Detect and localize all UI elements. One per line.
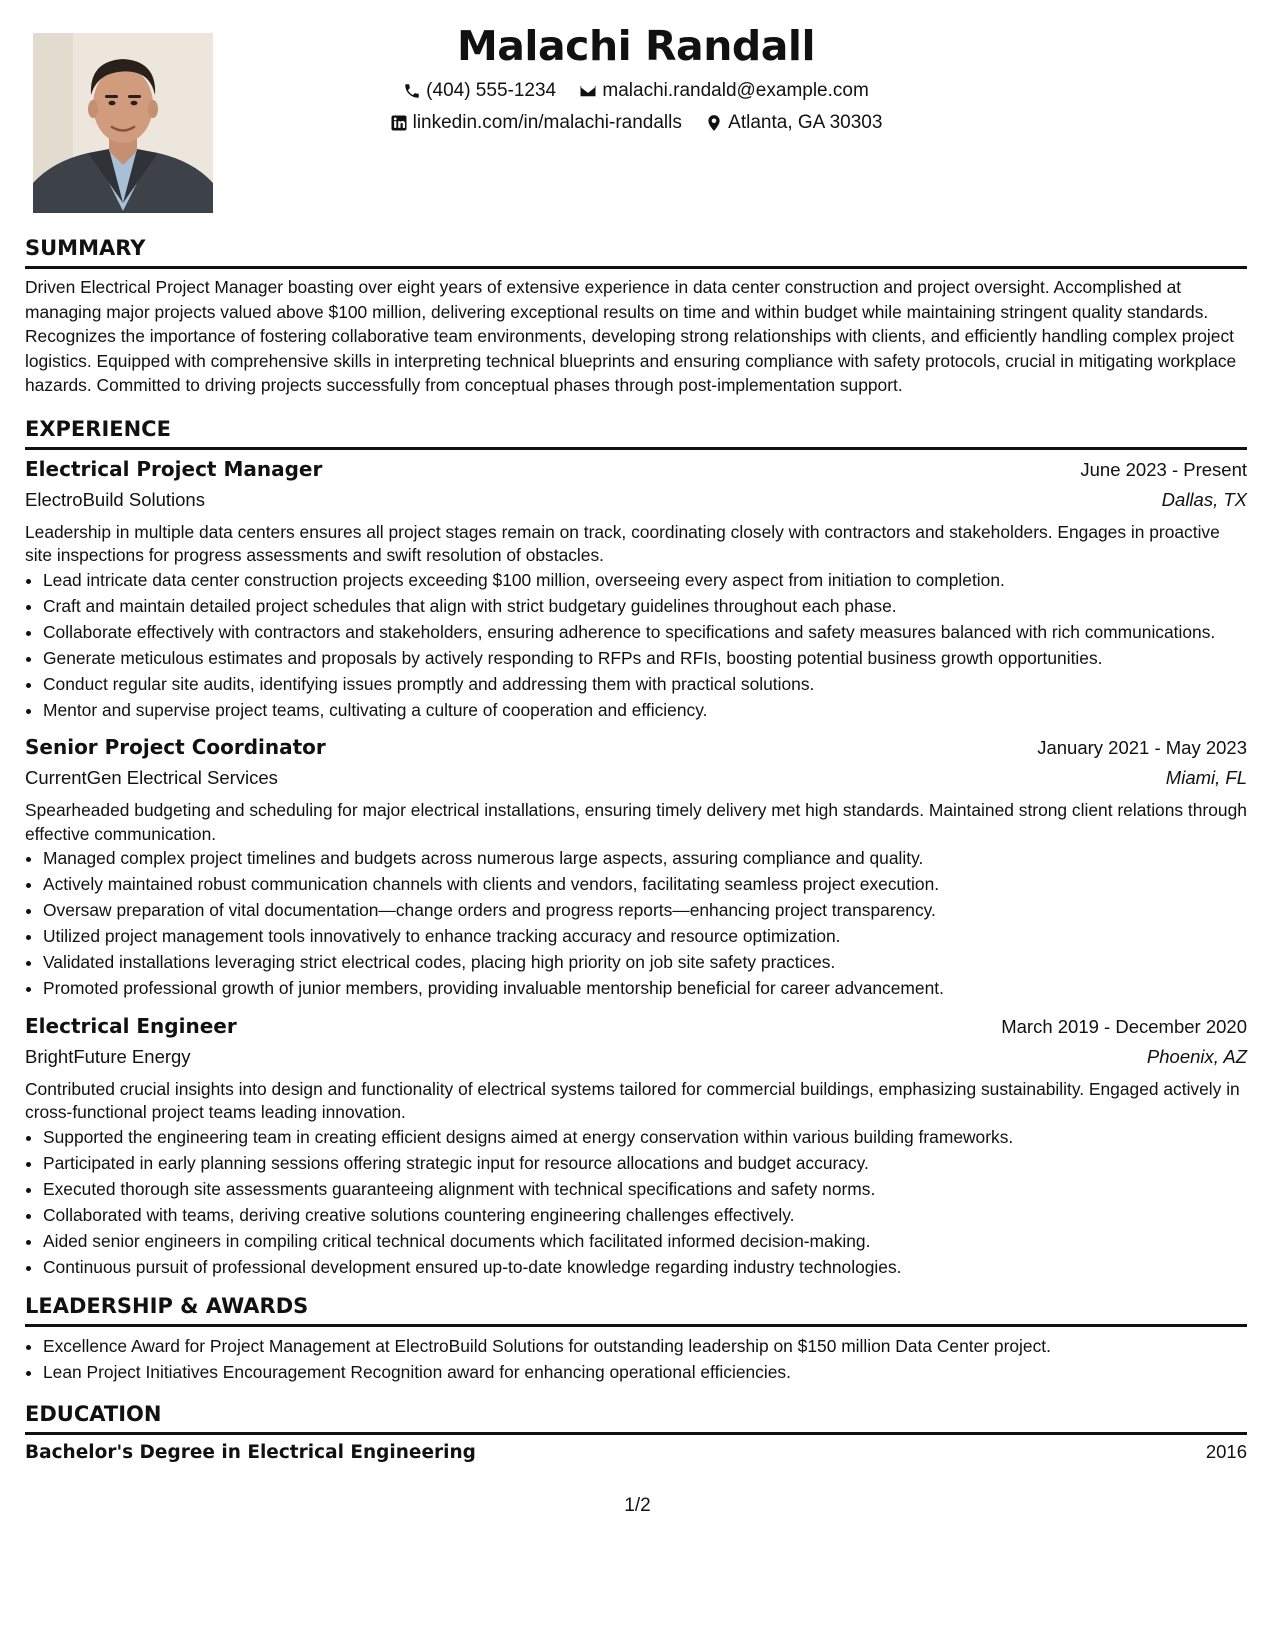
contact-row-primary xyxy=(25,79,1247,107)
list-item: • Collaborate effectively with contractors and stakeholders, ensuring adherence to specifications and safety measures balanced with rich communications. xyxy=(43,621,1247,645)
summary-section xyxy=(25,235,1247,398)
job-dates: June 2023 - Present xyxy=(1080,458,1247,480)
experience-section xyxy=(25,416,1247,1280)
section-title-experience: EXPERIENCE xyxy=(25,416,1247,450)
job-description: Spearheaded budgeting and scheduling for major electrical installations, ensuring timely delivery met high standards. Maintained strong client relations through effective communication. xyxy=(25,800,1247,844)
page-number: 1/2 xyxy=(624,1495,651,1516)
job-dates: March 2019 - December 2020 xyxy=(1001,1015,1247,1037)
email-text: malachi.randald@example.com xyxy=(602,80,869,101)
job-bullets xyxy=(25,1126,1247,1280)
job-description: Leadership in multiple data centers ensures all project stages remain on track, coordinating closely with contractors and stakeholders. Engages in proactive site inspections for progress assessments and swift resolution of obstacles. xyxy=(25,521,1220,565)
education-year: 2016 xyxy=(1205,1440,1247,1462)
phone-text: (404) 555-1234 xyxy=(426,80,557,101)
job-title: Electrical Project Manager xyxy=(25,456,323,481)
section-title-awards: LEADERSHIP & AWARDS xyxy=(25,1293,1247,1327)
job-bullets xyxy=(25,569,1247,723)
resume-page xyxy=(25,0,1247,1463)
list-item: • Validated installations leveraging strict electrical codes, placing high priority on job site safety practices. xyxy=(43,951,1247,975)
list-item: • Lean Project Initiatives Encouragement Recognition award for enhancing operational efficiencies. xyxy=(43,1361,1247,1385)
job-location: Phoenix, AZ xyxy=(1146,1045,1247,1067)
envelope-icon xyxy=(579,82,597,100)
job-title: Senior Project Coordinator xyxy=(25,735,326,759)
job-bullets xyxy=(25,847,1247,1001)
job-entry xyxy=(25,1011,1247,1280)
list-item: • Executed thorough site assessments guaranteeing alignment with technical specifications and safety norms. xyxy=(43,1178,1247,1202)
list-item: • Participated in early planning sessions offering strategic input for resource allocations and budget accuracy. xyxy=(43,1152,1247,1176)
phone-icon xyxy=(403,82,421,100)
contact-location xyxy=(705,111,882,135)
awards-list xyxy=(25,1335,1247,1385)
list-item: • Conduct regular site audits, identifying issues promptly and addressing them with practical solutions. xyxy=(43,673,1247,697)
contact-email[interactable] xyxy=(579,79,868,103)
job-dates: January 2021 - May 2023 xyxy=(1037,737,1247,758)
list-item: • Excellence Award for Project Management at ElectroBuild Solutions for outstanding leadership on $150 million Data Center project. xyxy=(43,1335,1247,1359)
job-title: Electrical Engineer xyxy=(25,1013,237,1038)
section-title-education: EDUCATION xyxy=(25,1401,1247,1435)
list-item: • Mentor and supervise project teams, cultivating a culture of cooperation and efficiency. xyxy=(43,699,1247,723)
list-item: • Collaborated with teams, deriving creative solutions countering engineering challenges effectively. xyxy=(43,1204,1247,1228)
section-title-summary: SUMMARY xyxy=(25,235,1247,269)
list-item: • Oversaw preparation of vital documentation—change orders and progress reports—enhancing project transparency. xyxy=(43,899,1247,923)
list-item: • Managed complex project timelines and budgets across numerous large aspects, assuring compliance and quality. xyxy=(43,847,1247,871)
list-item: • Actively maintained robust communication channels with clients and vendors, facilitating seamless project execution. xyxy=(43,873,1247,897)
contact-linkedin[interactable] xyxy=(390,111,682,135)
linkedin-text: linkedin.com/in/malachi-randalls xyxy=(412,112,682,133)
job-entry xyxy=(25,732,1247,1001)
list-item: • Utilized project management tools innovatively to enhance tracking accuracy and resource optimization. xyxy=(43,925,1247,949)
education-section xyxy=(25,1401,1247,1463)
job-entry xyxy=(25,454,1247,723)
job-company: BrightFuture Energy xyxy=(25,1045,191,1067)
job-location: Miami, FL xyxy=(1165,767,1247,788)
summary-text: Driven Electrical Project Manager boasting over eight years of extensive experience in data center construction and project oversight. Accomplished at managing major projects valued above $100 million, delivering exceptional results on time and within budget while maintaining stringent quality standards. Recognizes the importance of fostering collaborative team environments, developing strong relationships with clients, and efficiently handling complex project logistics. Equipped with comprehensive skills in interpreting technical blueprints and ensuring compliance with safety protocols, crucial in mitigating workplace hazards. Committed to driving projects successfully from conceptual phases through post-implementation support. xyxy=(25,277,1237,395)
job-description: Contributed crucial insights into design and functionality of electrical systems tailored for commercial buildings, emphasizing sustainability. Engaged actively in cross-functional project teams leading innovation. xyxy=(25,1078,1240,1122)
location-text: Atlanta, GA 30303 xyxy=(728,112,883,133)
list-item: • Generate meticulous estimates and proposals by actively responding to RFPs and RFIs, boosting potential business growth opportunities. xyxy=(43,647,1247,671)
list-item: • Lead intricate data center construction projects exceeding $100 million, overseeing every aspect from initiation to completion. xyxy=(43,569,1247,593)
contact-row-secondary xyxy=(25,111,1247,139)
resume-header xyxy=(25,0,1247,235)
linkedin-icon xyxy=(390,114,408,132)
awards-section xyxy=(25,1293,1247,1385)
contact-phone[interactable] xyxy=(403,79,556,103)
map-pin-icon xyxy=(705,114,723,132)
job-company: CurrentGen Electrical Services xyxy=(25,767,278,788)
list-item: • Aided senior engineers in compiling critical technical documents which facilitated informed decision-making. xyxy=(43,1230,1247,1254)
job-company: ElectroBuild Solutions xyxy=(25,488,205,510)
list-item: • Continuous pursuit of professional development ensured up-to-date knowledge regarding industry technologies. xyxy=(43,1256,1247,1280)
list-item: • Craft and maintain detailed project schedules that align with strict budgetary guidelines throughout each phase. xyxy=(43,595,1247,619)
list-item: • Promoted professional growth of junior members, providing invaluable mentorship beneficial for career advancement. xyxy=(43,977,1247,1001)
list-item: • Supported the engineering team in creating efficient designs aimed at energy conservation within various building frameworks. xyxy=(43,1126,1247,1150)
education-degree: Bachelor's Degree in Electrical Engineering xyxy=(25,1441,476,1463)
job-location: Dallas, TX xyxy=(1161,488,1247,510)
candidate-name: Malachi Randall xyxy=(456,22,816,70)
